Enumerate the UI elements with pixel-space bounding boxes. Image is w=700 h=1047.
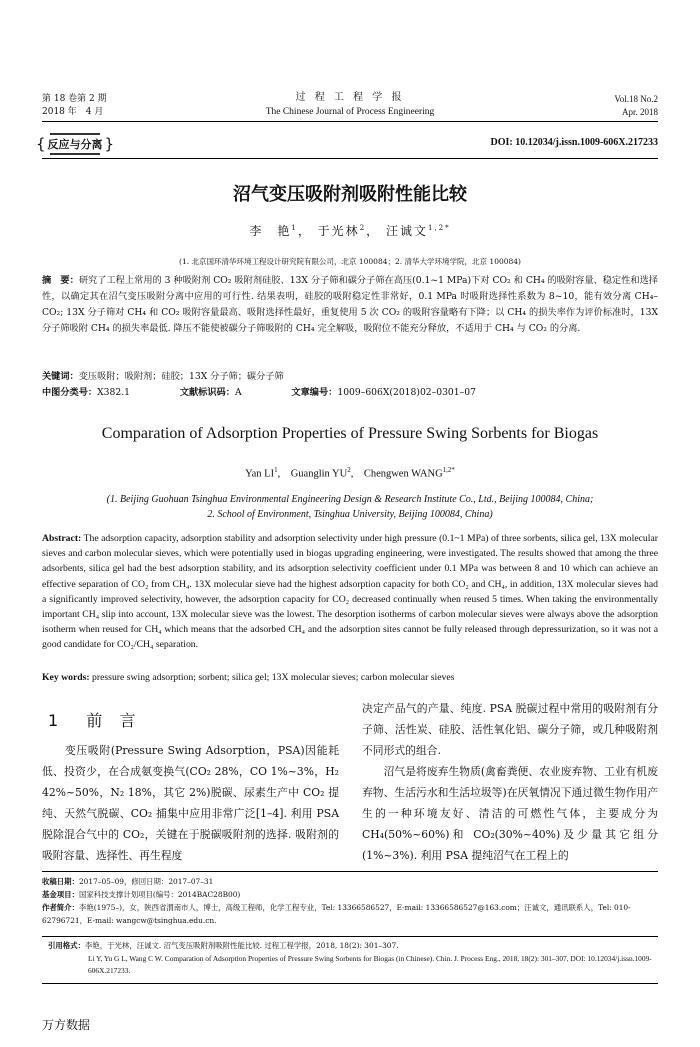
classification-cn xyxy=(42,385,658,401)
volume-issue-cn: 第 18 卷第 2 期 xyxy=(42,94,107,104)
abstract-en-label: Abstract: xyxy=(42,533,82,544)
abstract-cn-text: 研究了工程上常用的 3 种吸附剂 CO₂ 吸附剂硅胶、13X 分子筛和碳分子筛在高压(0.1~1 MPa)下对 CO₂ 和 CH₄ 的吸附容量、稳定性和选择性，以确定其在沼气变压吸附分离中应用的可行性. 结果表明，硅胶的吸附稳定性非常好，0.1 MPa 时吸附选择性系数为 8~10，能有效分离 CH₄–CO₂; 13X 分子筛对 CH₄ 和 CO₂ 吸附容量最高、吸附选择性最好，重复使用 5 次 CO₂ 的吸附容量略有下降；以 CH₄ 的损失率作为评价标准时，13X 分子筛吸附 CH₄ 的损失率最低. 降压不能使被碳分子筛吸附的 CH₄ 完全解吸，吸附位不能充分释放，不适用于 CH₄ 与 CO₂ 的分离. xyxy=(42,275,658,334)
paper-title-en: Comparation of Adsorption Properties of Pressure Swing Sorbents for Biogas xyxy=(101,425,599,442)
author-2-sup: 2 xyxy=(359,224,367,232)
author-2-cn: 于光林 xyxy=(317,224,360,238)
doi-rule xyxy=(42,158,658,159)
keywords-en xyxy=(42,670,658,685)
author-1-en-sup: 1 xyxy=(274,466,278,474)
section-badge xyxy=(36,133,114,155)
section-1-heading xyxy=(48,708,141,731)
affiliation-en-line-1: (1. Beijing Guohuan Tsinghua Environmental Engineering Design & Research Institute Co., Ltd., Beijing 100084, China; xyxy=(106,494,594,505)
author-2-en-sup: 2 xyxy=(347,466,351,474)
badge-left-bracket-icon: { xyxy=(36,135,46,153)
watermark-text: 万方数据 xyxy=(42,1018,91,1032)
journal-name-en: The Chinese Journal of Process Engineering xyxy=(265,107,435,117)
author-1-en: Yan LI xyxy=(245,468,275,480)
keywords-cn-text: 变压吸附；吸附剂；硅胶；13X 分子筛；碳分子筛 xyxy=(78,371,284,382)
affiliation-en-line-2: 2. School of Environment, Tsinghua University, Beijing 100084, China) xyxy=(207,509,493,520)
badge-bottom-bar xyxy=(50,153,100,155)
abstract-cn xyxy=(42,273,658,337)
author-info-value: 李艳(1975–)，女，陕西省渭南市人，博士，高级工程师，化学工程专业，Tel: 13366586527，E-mail: 13366586527@163.com；汪诚文，通讯联系人，Tel: 010-62796721，E-mail: wangcw@tsinghua.edu.cn. xyxy=(42,903,631,925)
authors-en: Yan $LI^1$, Guanglin $YU^2$, Chengwen $WANG^{1,2*}$ xyxy=(245,466,455,480)
author-3-en-sup: 1,2* xyxy=(442,466,455,474)
author-info-label: 作者简介： xyxy=(42,903,79,912)
section-1-title: 前 言 xyxy=(86,711,142,730)
citation-cn-text: 李艳，于光林，汪诚文. 沼气变压吸附剂吸附性能比较. 过程工程学报，2018, 18(2): 301–307. xyxy=(84,941,399,950)
keywords-cn xyxy=(42,369,658,385)
keywords-en-text: pressure swing adsorption; sorbent; silica gel; 13X molecular sieves; carbon molecular sieves xyxy=(92,672,455,683)
fund-label: 基金项目： xyxy=(42,890,79,899)
citation-block xyxy=(48,940,652,978)
body-left-column: 变压吸附(Pressure Swing Adsorption，PSA)因能耗低、投资少，在合成氨变换气(CO₂ 28%，CO 1%~3%，H₂ 42%~50%，N₂ 18%，其它 2%)脱碳、尿素生产中 CO₂ 提纯、天然气脱碳、CO₂ 捕集中应用非常广泛[1–4]. 利用 PSA 脱除混合气中的 CO₂，关键在于脱碳吸附剂的选择. 吸附剂的吸附容量、选择性、再生程度 xyxy=(42,744,339,862)
author-1-cn: 李 艳 xyxy=(249,224,292,238)
citation-label: 引用格式： xyxy=(48,941,85,950)
author-3-en: Chengwen WANG xyxy=(363,468,443,480)
date-cn: 2018 年 4 月 xyxy=(42,107,104,117)
fund-value: 国家科技支撑计划项目(编号：2014BAC28B00) xyxy=(78,890,241,899)
volume-issue-en: Vol.18 No.2 xyxy=(614,94,658,104)
received-date xyxy=(42,875,658,888)
keywords-cn-label: 关键词： xyxy=(42,371,79,382)
badge-top-bar xyxy=(50,133,100,135)
abstract-cn-label: 摘 要： xyxy=(42,275,79,286)
doi: DOI: 10.12034/j.issn.1009-606X.217233 xyxy=(490,137,658,148)
author-1-sup: 1 xyxy=(291,224,298,232)
badge-right-bracket-icon: } xyxy=(104,135,115,153)
abstract-en xyxy=(42,531,658,653)
author-info xyxy=(42,901,658,927)
doc-code-value: A xyxy=(234,387,242,398)
date-en: Apr. 2018 xyxy=(622,107,658,117)
doc-code-label: 文献标识码： xyxy=(179,387,235,398)
footnotes xyxy=(42,875,658,927)
clc-value: X382.1 xyxy=(97,387,130,398)
paper-title-cn: 沼气变压吸附剂吸附性能比较 xyxy=(233,184,467,205)
journal-name-cn: 过 程 工 程 学 报 xyxy=(295,92,405,103)
author-3-sup: 1,2* xyxy=(428,224,451,232)
body-right-column: 决定产品气的产量、纯度. PSA 脱碳过程中常用的吸附剂有分子筛、活性炭、硅胶、活性氧化铝、碳分子筛，或几种吸附剂不同形式的组合. 沼气是将废弃生物质(禽畜粪便、农业废弃物、工业有机废弃物、生活污水和生活垃圾等)在厌氧情况下通过微生物作用产生的一种环境友好、清洁的可燃性气体，主要成分为 CH₄(50%~60%)和 CO₂(30%~40%)及少量其它组分(1%~3%). 利用 PSA 提纯沼气在工程上的 xyxy=(362,702,658,862)
header-rule xyxy=(42,121,658,122)
author-2-en: Guanglin YU xyxy=(290,468,348,480)
citation-cn xyxy=(48,940,652,953)
fund-info xyxy=(42,888,658,901)
abstract-en-text: The adsorption capacity, adsorption stability and adsorption selectivity under high pressure (0.1~1 MPa) of three sorbents, silica gel, 13X molecular sieves and carbon molecular sieves, which were potentially used in biogas upgrading engineering, were investigated. The results showed that among the three adsorbents, silica gel had the best adsorption stability, and its adsorption selectivity coefficient under 0.1 MPa was between 8 and 10 which can achieve an effective separation of CO₂ from CH₄. 13X molecular sieve had the highest adsorption capacity for both CO₂ and CH₄, in addition, 13X molecular sieves had a significantly improved selectivity, however, the adsorption capacity for CO₂ decreased continually when reused 5 times. When taking the environmentally important CH₄ slip into account, 13X molecular sieve was the lowest. The desorption isotherms of carbon molecular sieves were always above the adsorption isotherm when reused for CH₄ which means that the adsorbed CH₄ and the adsorption sites cannot be fully released through depressurization, so it was not a good candidate for CO₂/CH₄ separation. xyxy=(42,533,658,651)
citation-en: Li Y, Yu G L, Wang C W. Comparation of Adsorption Properties of Pressure Swing Sorbents for Biogas (in Chinese). Chin. J. Process Eng., 2018, 18(2): 301–307, DOI: 10.12034/j.issn.1009-606X.217233. xyxy=(88,953,652,975)
article-number-label: 文章编号： xyxy=(291,387,338,398)
received-label: 收稿日期： xyxy=(42,877,79,886)
clc-label: 中图分类号： xyxy=(42,387,98,398)
received-value: 2017–05–09，修回日期：2017–07–31 xyxy=(78,877,214,886)
footnote-rule xyxy=(42,871,658,872)
section-badge-label: 反应与分离 xyxy=(47,138,103,151)
keywords-en-label: Key words: xyxy=(42,672,90,683)
affiliation-cn: (1. 北京国环清华环境工程设计研究院有限公司，北京 100084；2. 清华大学环境学院，北京 100084) xyxy=(179,257,521,266)
article-number-value: 1009–606X(2018)02–0301–07 xyxy=(337,387,476,398)
citation-bottom-rule xyxy=(42,983,658,984)
citation-top-rule xyxy=(42,936,658,937)
authors-cn: 李 艳$^1$， 于光林$^2$， 汪诚文$^{1,2*}$ xyxy=(249,224,451,238)
author-3-cn: 汪诚文 xyxy=(385,224,428,238)
section-1-number: 1 xyxy=(48,711,65,730)
